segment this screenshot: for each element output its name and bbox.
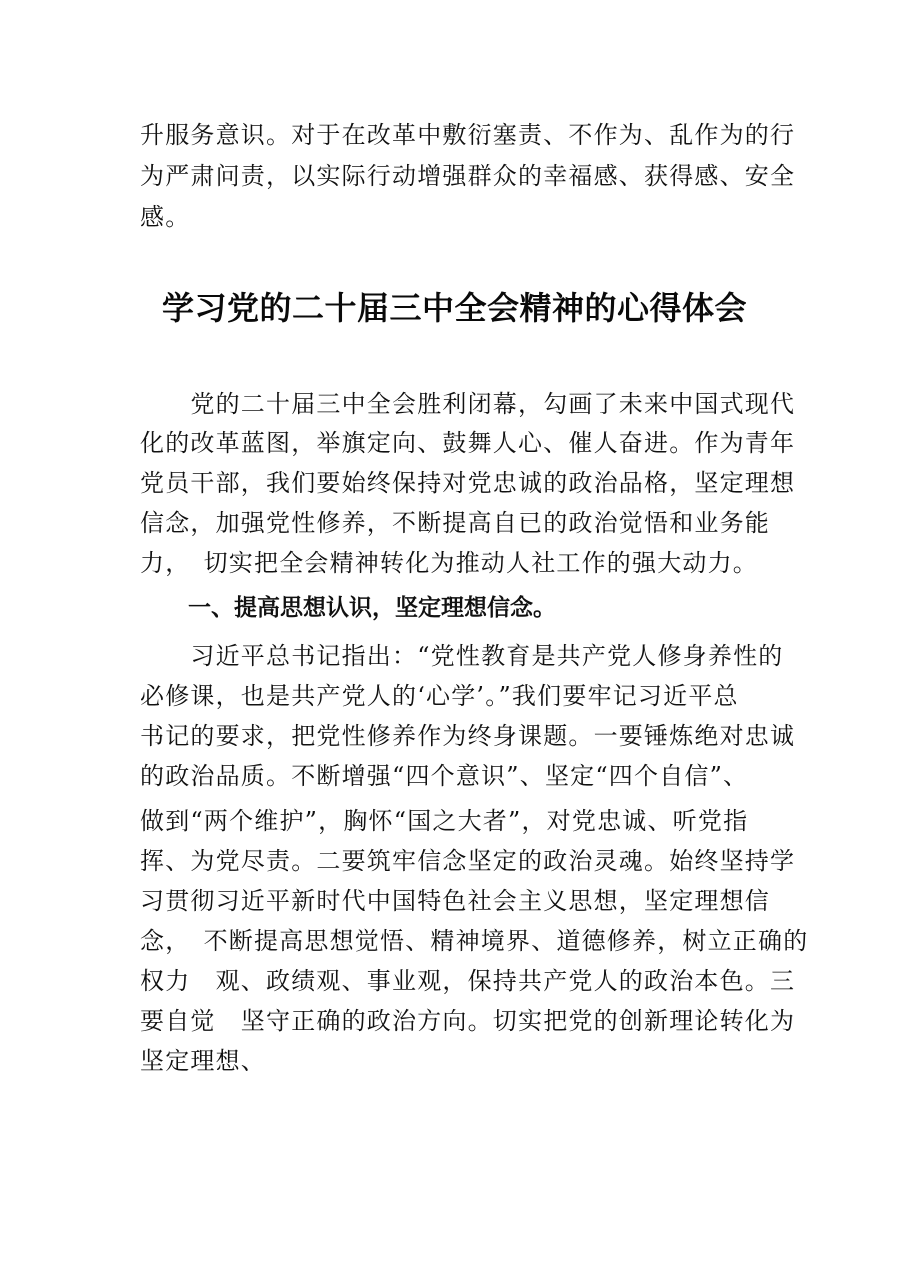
section-body-line-2: 必修课，也是共产党人的‘心学’。”我们要牢记习近平总 xyxy=(140,682,739,710)
section-body-line-5: 做到“两个维护”，胸怀“国之大者”，对党忠诚、听党指 xyxy=(140,807,749,835)
section-body-line-11: 坚定理想、 xyxy=(140,1047,266,1075)
intro-line-5: 力， 切实把全会精神转化为推动人社工作的强大动力。 xyxy=(140,549,758,577)
section-body-line-9: 权力 观、政绩观、事业观，保持共产党人的政治本色。三 xyxy=(140,967,796,995)
intro-line-4: 信念，加强党性修养，不断提高自已的政治觉悟和业务能 xyxy=(140,509,770,537)
intro-line-1: 党的二十届三中全会胜利闭幕，勾画了未来中国式现代 xyxy=(140,390,796,418)
section-body-line-7: 习贯彻习近平新时代中国特色社会主义思想，坚定理想信 xyxy=(140,887,770,915)
section-body-line-3: 书记的要求，把党性修养作为终身课题。一要锤炼绝对忠诚 xyxy=(140,722,796,750)
section-heading: 一、提高思想认识，坚定理想信念。 xyxy=(188,595,556,621)
section-body-line-8: 念， 不断提高思想觉悟、精神境界、道德修养，树立正确的 xyxy=(140,927,809,955)
section-body-line-4: 的政治品质。不断增强“四个意识”、坚定“四个自信”、 xyxy=(140,762,749,790)
intro-line-3: 党员干部，我们要始终保持对党忠诚的政治品格，坚定理想 xyxy=(140,469,796,497)
continuation-line-1: 升服务意识。对于在改革中敷衍塞责、不作为、乱作为的行 xyxy=(140,121,796,149)
continuation-line-3: 感。 xyxy=(140,203,191,231)
continuation-line-2: 为严肃问责，以实际行动增强群众的幸福感、获得感、安全 xyxy=(140,162,796,190)
section-body-line-6: 挥、为党尽责。二要筑牢信念坚定的政治灵魂。始终坚持学 xyxy=(140,847,796,875)
intro-line-2: 化的改革蓝图，举旗定向、鼓舞人心、催人奋进。作为青年 xyxy=(140,429,796,457)
document-title: 学习党的二十届三中全会精神的心得体会 xyxy=(161,289,747,327)
section-body-line-10: 要自觉 坚守正确的政治方向。切实把党的创新理论转化为 xyxy=(140,1007,796,1035)
section-body-line-1: 习近平总书记指出：“党性教育是共产党人修身养性的 xyxy=(140,642,784,670)
